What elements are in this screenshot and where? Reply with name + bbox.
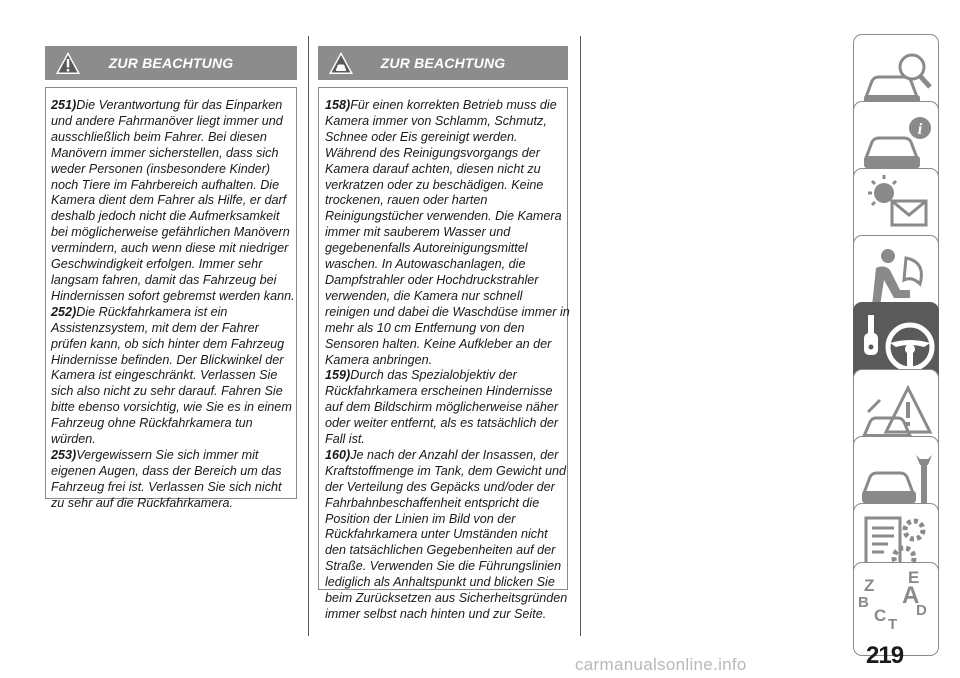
watermark: carmanualsonline.info — [575, 655, 747, 674]
note-251: 251)Die Verantwortung für das Einparken und andere Fahrmanöver liegt immer und ausschließlich beim Fahrer. Bei diesen Manövern immer sicherstellen, dass sich weder Personen (insbesondere Kinder) noch Tiere im Fahrbereich aufhalten. Die Kamera dient dem Fahrer als Hilfe, er darf deshalb jedoch nicht die Aufmerksamkeit bei möglicherweise gefährlichen Manövern vermindern, auch wenn diese mit niedriger Geschwindigkeit erfolgen. Immer sehr langsam fahren, damit das Fahrzeug bei Hindernissen sofort gebremst werden kann. — [51, 98, 295, 303]
note-160: 160)Je nach der Anzahl der Insassen, der Kraftstoffmenge im Tank, dem Gewicht und der Verteilung des Gepäcks und/oder der Fahrbahnbeschaffenheit entspricht die Position der Linien im Bild von der Rückfahrkamera unter Umständen nicht den tatsächlichen Gegebenheiten auf der Straße. Verwenden Sie die Führungslinien lediglich als Anhaltspunkt und blicken Sie beim Zurücksetzen aus Sicherheitsgründen immer selbst nach hinten und zur Seite. — [325, 447, 568, 621]
column-divider-left — [308, 36, 309, 636]
left-warning-notes — [51, 98, 296, 512]
index-letter-a: A — [902, 582, 920, 609]
right-warning-notes — [325, 98, 570, 623]
note-253: 253)Vergewissern Sie sich immer mit eigenen Augen, dass der Bereich um das Fahrzeug frei ist. Verlassen Sie sich nicht zu sehr auf die Rückfahrkamera. — [51, 447, 282, 510]
index-letter-t: T — [888, 616, 898, 633]
index-letter-c: C — [874, 606, 887, 625]
vehicle-damage-warning-icon — [328, 50, 354, 76]
index-letter-e: E — [908, 568, 920, 587]
right-warning-title: ZUR BEACHTUNG — [380, 55, 506, 71]
index-letter-z: Z — [864, 576, 875, 595]
index-letter-b: B — [858, 594, 869, 611]
column-divider-right — [580, 36, 581, 636]
right-warning-header — [318, 46, 568, 80]
note-159: 159)Durch das Spezialobjektiv der Rückfahrkamera erscheinen Hindernisse auf dem Bildschirm möglicherweise näher oder weiter entfernt, als es tatsächlich der Fall ist. — [325, 368, 559, 447]
left-warning-header — [45, 46, 297, 80]
warning-triangle-icon — [55, 50, 81, 76]
note-158: 158)Für einen korrekten Betrieb muss die Kamera immer von Schlamm, Schmutz, Schnee oder Eis gereinigt werden. Während des Reinigungsvorgangs der Kamera darauf achten, diesen nicht zu verkratzen oder zu beschädigen. Keine trockenen, rauen oder harten Reinigungstücher verwenden. Die Kamera immer mit sauberem Wasser und gegebenenfalls Autoreinigungsmittel waschen. In Autowaschanlagen, die Dampfstrahler oder Hochdruckstrahler verwenden, die Kamera nur schnell reinigen und dabei die Waschdüse immer in mehr als 10 cm Entfernung von den Sensoren halten. Keine Aufkleber an der Kamera anbringen. — [325, 98, 570, 367]
index-letter-d: D — [916, 602, 927, 619]
left-warning-title: ZUR BEACHTUNG — [108, 55, 234, 71]
page-number: 219 — [866, 642, 904, 669]
svg-text:i: i — [917, 121, 923, 138]
note-252: 252)Die Rückfahrkamera ist ein Assistenzsystem, mit dem der Fahrer prüfen kann, ob sich hinter dem Fahrzeug Hindernisse befinden. Der Blickwinkel der Kamera ist eingeschränkt. Verlassen Sie sich also nicht zu sehr darauf. Fahren Sie bitte ebenso vorsichtig, wie Sie es in einem Fahrzeug ohne Rückfahrkamera tun würden. — [51, 304, 292, 447]
